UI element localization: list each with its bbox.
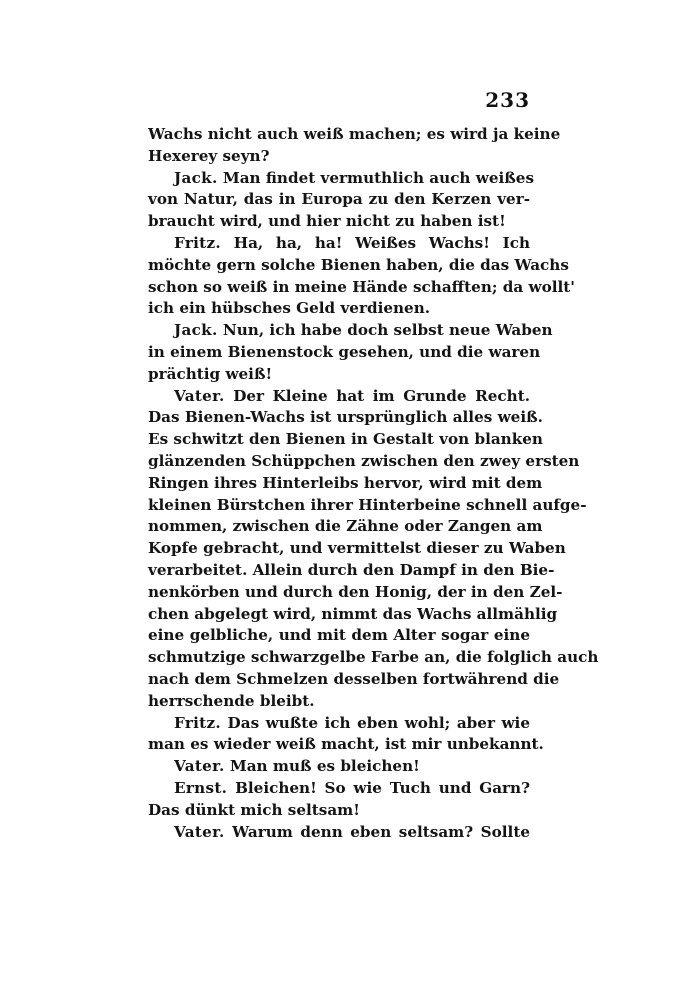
text-line [148, 277, 575, 299]
text-line [148, 342, 541, 364]
line-text: chen abgelegt wird, nimmt das Wachs allmählig [148, 604, 558, 623]
speaker-name: Vater. [174, 822, 225, 841]
text-line [148, 495, 587, 517]
body-text [148, 124, 599, 843]
text-line [148, 255, 569, 277]
line-text: nenkörben und durch den Honig, der in den Zel- [148, 582, 563, 601]
line-text: in einem Bienenstock gesehen, und die waren [148, 342, 541, 361]
speaker-name: Fritz. [174, 713, 222, 732]
line-text: Das wußte ich eben wohl; aber wie [221, 713, 530, 732]
line-text: prächtig weiß! [148, 364, 273, 383]
text-line [148, 233, 530, 255]
line-text: Es schwitzt den Bienen in Gestalt von blanken [148, 430, 543, 449]
line-text: Bleichen! So wie Tuch und Garn? [227, 778, 530, 797]
text-line [148, 582, 563, 604]
line-text: Nun, ich habe doch selbst neue Waben [217, 321, 553, 340]
line-text: glänzenden Schüppchen zwischen den zwey ersten [148, 451, 580, 470]
text-line [148, 429, 543, 451]
line-text: möchte gern solche Bienen haben, die das Wachs [148, 255, 569, 274]
text-line [148, 298, 530, 320]
line-text: Wachs nicht auch weiß machen; es wird ja keine [148, 125, 561, 143]
text-line [148, 669, 560, 691]
line-text: Kopfe gebracht, und vermittelst dieser zu Waben [148, 539, 566, 558]
text-line [148, 647, 599, 669]
text-line [148, 734, 544, 756]
text-line [148, 625, 530, 647]
text-line [148, 386, 530, 408]
speaker-name: Jack. [174, 321, 218, 340]
text-line [148, 691, 530, 713]
line-text: braucht wird, und hier nicht zu haben ist! [148, 212, 506, 231]
text-line [148, 364, 530, 386]
text-line [148, 451, 580, 473]
speaker-name: Ernst. [174, 778, 228, 797]
text-line [148, 211, 530, 233]
text-line [148, 560, 555, 582]
speaker-name: Jack. [174, 168, 218, 187]
text-line [148, 407, 543, 429]
text-line [148, 604, 558, 626]
line-text: Das dünkt mich seltsam! [148, 800, 360, 819]
line-text: nommen, zwischen die Zähne oder Zangen am [148, 517, 543, 536]
text-line [148, 778, 530, 800]
text-line [148, 320, 553, 342]
text-line [148, 189, 530, 211]
text-line [148, 146, 530, 168]
line-text: Der Kleine hat im Grunde Recht. [224, 386, 530, 405]
line-text: verarbeitet. Allein durch den Dampf in den Bie- [148, 560, 555, 579]
speaker-name: Vater. [174, 757, 225, 776]
page-number: 233 [485, 88, 530, 112]
text-line [148, 168, 535, 190]
line-text: Man muß es bleichen! [224, 757, 420, 776]
text-line [148, 516, 543, 538]
line-text: kleinen Bürstchen ihrer Hinterbeine schnell aufge- [148, 495, 587, 514]
line-text: Das Bienen-Wachs ist ursprünglich alles weiß. [148, 408, 543, 427]
line-text: schon so weiß in meine Hände schafften; da wollt' [148, 277, 575, 296]
line-text: Ringen ihres Hinterleibs hervor, wird mit dem [148, 473, 543, 492]
text-line [148, 756, 530, 778]
text-line [148, 713, 530, 735]
line-text: eine gelbliche, und mit dem Alter sogar eine [148, 626, 530, 645]
line-text: schmutzige schwarzgelbe Farbe an, die folglich auch [148, 648, 599, 667]
line-text: Warum denn eben seltsam? Sollte [224, 822, 530, 841]
line-text: man es wieder weiß macht, ist mir unbekannt. [148, 735, 544, 754]
line-text: Hexerey seyn? [148, 146, 270, 165]
line-text: Ha, ha, ha! Weißes Wachs! Ich [221, 233, 530, 252]
line-text: herrschende bleibt. [148, 691, 315, 710]
line-text: von Natur, das in Europa zu den Kerzen ver- [148, 190, 530, 209]
text-line [148, 822, 530, 844]
speaker-name: Vater. [174, 386, 225, 405]
speaker-name: Fritz. [174, 233, 222, 252]
text-line [148, 473, 543, 495]
line-text: ich ein hübsches Geld verdienen. [148, 299, 431, 318]
line-text: Man findet vermuthlich auch weißes [217, 168, 535, 187]
text-line [148, 538, 566, 560]
text-line [148, 800, 530, 822]
line-text: nach dem Schmelzen desselben fortwährend die [148, 669, 560, 688]
text-line [148, 124, 561, 146]
